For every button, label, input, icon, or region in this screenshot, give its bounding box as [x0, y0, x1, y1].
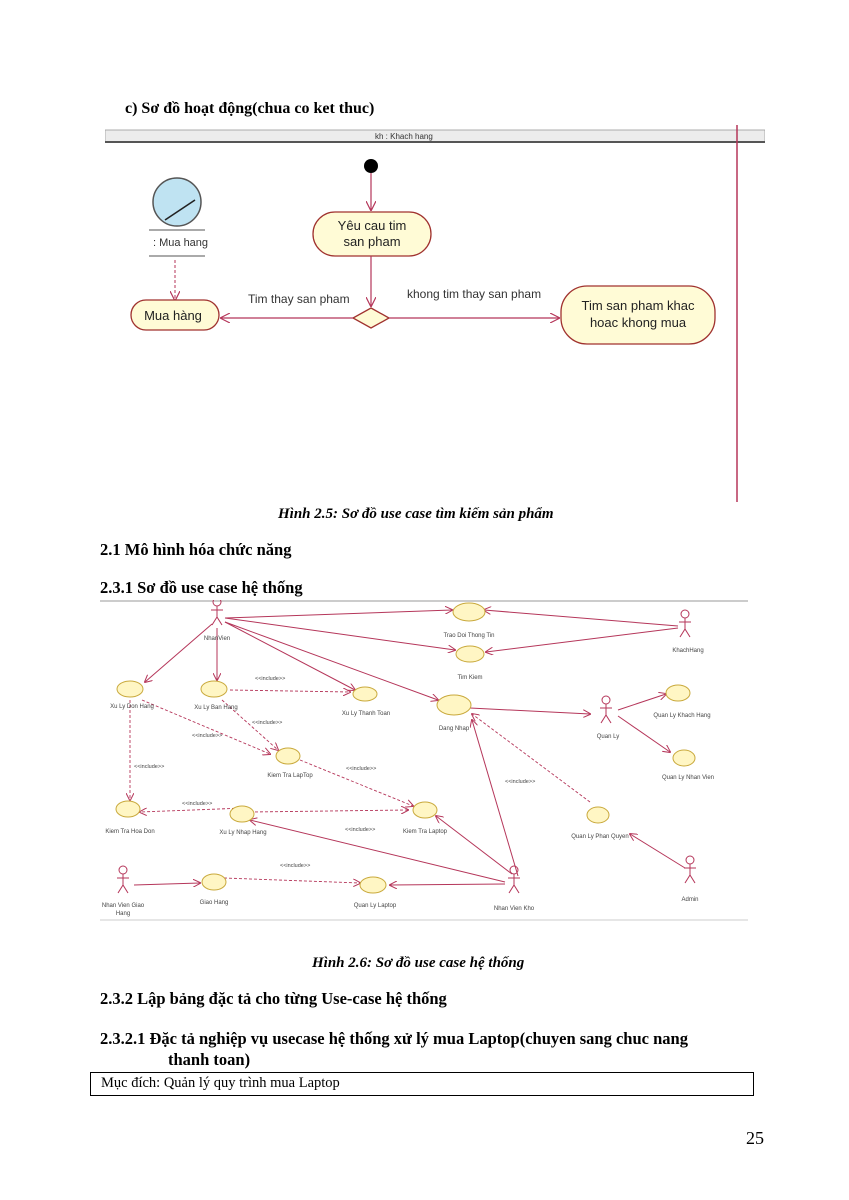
- action-buy: [131, 300, 219, 330]
- usecase-xu-ly-don-hang: [117, 681, 143, 697]
- decision-node: [353, 308, 389, 328]
- action-alternative: [561, 286, 715, 344]
- svg-text:Nhan Vien Kho: Nhan Vien Kho: [493, 906, 535, 912]
- svg-text:Kiem Tra Laptop: Kiem Tra Laptop: [402, 829, 448, 835]
- svg-text:Xu Ly Ban Hang: Xu Ly Ban Hang: [194, 705, 238, 711]
- svg-text:<<include>>: <<include>>: [252, 720, 283, 726]
- svg-text:Trao Doi Thong Tin: Trao Doi Thong Tin: [443, 633, 495, 639]
- svg-text:<<include>>: <<include>>: [192, 733, 223, 739]
- svg-text:Quan Ly Nhan Vien: Quan Ly Nhan Vien: [661, 775, 715, 781]
- svg-text:Hang: Hang: [115, 911, 131, 917]
- svg-text:<<include>>: <<include>>: [280, 863, 311, 869]
- svg-text:Giao Hang: Giao Hang: [199, 900, 229, 906]
- swimlane-label: kh : Khach hang: [375, 132, 433, 141]
- svg-text:Nhan Vien Giao: Nhan Vien Giao: [101, 903, 145, 909]
- svg-text:hoac khong mua: hoac khong mua: [589, 315, 687, 330]
- svg-text:Quan Ly Phan Quyen: Quan Ly Phan Quyen: [571, 834, 629, 840]
- action-request-search: [313, 212, 431, 256]
- svg-text:Mua hàng: Mua hàng: [144, 308, 202, 323]
- actor-quanly: [597, 696, 619, 740]
- usecase-dang-nhap: [437, 695, 471, 715]
- heading-2-3-2-1: 2.3.2.1 Đặc tả nghiệp vụ usecase hệ thống xử lý mua Laptop(chuyen sang chuc nang: [100, 1029, 688, 1048]
- svg-text:san pham: san pham: [343, 234, 401, 249]
- svg-text:Tim san pham khac: Tim san pham khac: [581, 298, 695, 313]
- edge-not-found-label: khong tim thay san pham: [407, 287, 542, 301]
- svg-text:Xu Ly Don Hang: Xu Ly Don Hang: [110, 704, 154, 710]
- usecase-trao-doi-thong-tin: [453, 603, 485, 621]
- section-c-heading: c) Sơ đồ hoạt động(chua co ket thuc): [125, 100, 375, 117]
- svg-text:<<include>>: <<include>>: [134, 764, 165, 770]
- usecase-quan-ly-nhan-vien: [673, 750, 695, 766]
- heading-2-1: 2.1 Mô hình hóa chức năng: [100, 540, 292, 559]
- svg-text:<<include>>: <<include>>: [346, 766, 377, 772]
- object-node-label: : Mua hang: [153, 237, 209, 249]
- svg-text:Xu Ly Thanh Toan: Xu Ly Thanh Toan: [341, 711, 391, 717]
- usecase-quan-ly-khach-hang: [666, 685, 690, 701]
- svg-text:Quan Ly: Quan Ly: [596, 734, 620, 740]
- svg-text:Kiem Tra LapTop: Kiem Tra LapTop: [267, 773, 313, 779]
- svg-text:Admin: Admin: [681, 897, 699, 903]
- figure-caption-2-5: Hình 2.5: Sơ đồ use case tìm kiếm sản phẩm: [278, 506, 554, 522]
- usecase-xu-ly-nhap-hang: [230, 806, 254, 822]
- svg-text:<<include>>: <<include>>: [255, 676, 286, 682]
- svg-text:<<include>>: <<include>>: [182, 801, 213, 807]
- heading-2-3-2-1-cont: thanh toan): [168, 1050, 251, 1069]
- svg-text:Quan Ly Khach Hang: Quan Ly Khach Hang: [653, 713, 711, 719]
- actor-nhanvien: [204, 600, 230, 642]
- edge-found-label: Tim thay san pham: [248, 292, 350, 306]
- svg-text:Quan Ly Laptop: Quan Ly Laptop: [353, 903, 397, 909]
- svg-text:KhachHang: KhachHang: [672, 648, 704, 654]
- usecase-kiem-tra-hoa-don: [116, 801, 140, 817]
- figure-caption-2-6: Hình 2.6: Sơ đồ use case hệ thống: [312, 955, 525, 971]
- svg-text:<<include>>: <<include>>: [345, 827, 376, 833]
- usecase-xu-ly-ban-hang: [201, 681, 227, 697]
- object-node: [149, 178, 208, 256]
- svg-text:Kiem Tra Hoa Don: Kiem Tra Hoa Don: [105, 829, 155, 835]
- heading-2-3-1: 2.3.1 Sơ đồ use case hệ thống: [100, 578, 303, 597]
- usecase-quan-ly-phan-quyen: [587, 807, 609, 823]
- actor-khachhang: [672, 610, 703, 654]
- usecase-quan-ly-laptop: [360, 877, 386, 893]
- initial-node: [364, 159, 378, 173]
- actor-nhan-vien-giao-hang: [102, 866, 145, 917]
- svg-text:Xu Ly Nhap Hang: Xu Ly Nhap Hang: [219, 830, 267, 836]
- svg-text:Tim Kiem: Tim Kiem: [457, 675, 483, 681]
- usecase-kiem-tra-laptop-1: [276, 748, 300, 764]
- actor-admin: [681, 856, 698, 903]
- svg-text:Yêu cau tim: Yêu cau tim: [337, 218, 407, 233]
- svg-text:Dang Nhap: Dang Nhap: [438, 726, 470, 732]
- activity-diagram: [105, 120, 765, 505]
- page-number: 25: [746, 1128, 764, 1148]
- heading-2-3-2: 2.3.2 Lập bảng đặc tả cho từng Use-case hệ thống: [100, 989, 447, 1008]
- usecase-kiem-tra-laptop-2: [413, 802, 437, 818]
- use-case-diagram: [100, 600, 748, 922]
- usecase-xu-ly-thanh-toan: [353, 687, 377, 701]
- actor-nhan-vien-kho: [494, 866, 535, 912]
- spec-table-purpose-row: Mục đích: Quản lý quy trình mua Laptop: [90, 1072, 754, 1096]
- swimlane-header: [105, 130, 765, 142]
- svg-text:<<include>>: <<include>>: [505, 779, 536, 785]
- svg-text:NhanVien: NhanVien: [203, 636, 231, 642]
- usecase-tim-kiem: [456, 646, 484, 662]
- usecase-giao-hang: [202, 874, 226, 890]
